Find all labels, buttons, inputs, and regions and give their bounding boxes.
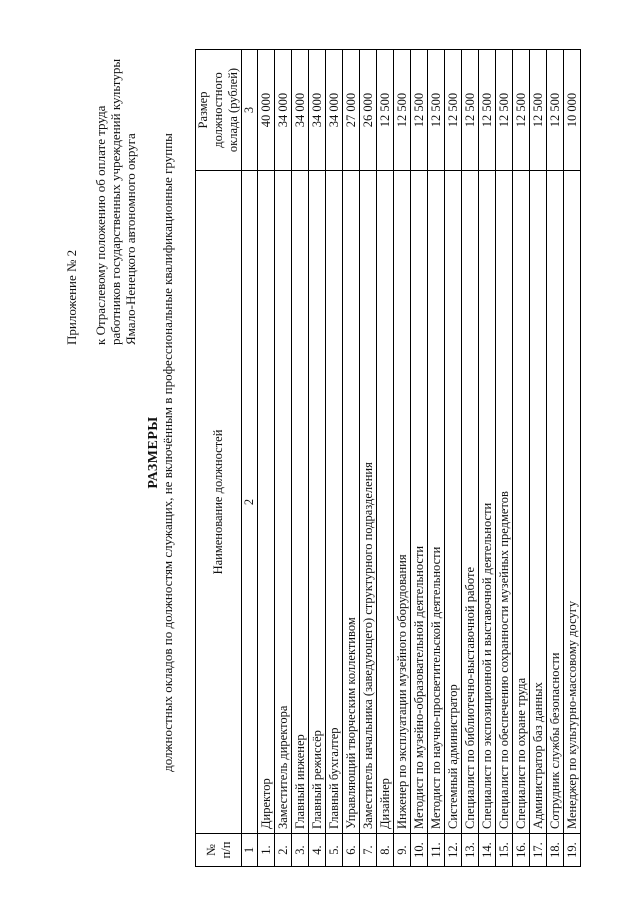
table-row	[377, 50, 394, 867]
salary-cell: 27 000	[343, 50, 360, 171]
appendix-number: Приложение № 2	[64, 249, 79, 345]
salary-cell: 12 500	[377, 50, 394, 171]
table-row	[513, 50, 530, 867]
row-number-cell: 13.	[462, 834, 479, 867]
position-name-cell: Специалист по библиотечно-выставочной работе	[462, 171, 479, 834]
table-row	[343, 50, 360, 867]
row-number-cell: 10.	[411, 834, 428, 867]
table-row	[411, 50, 428, 867]
row-number-cell: 2.	[275, 834, 292, 867]
row-number-cell: 16.	[513, 834, 530, 867]
index-cell: 1	[242, 834, 258, 867]
table-row	[530, 50, 547, 867]
salary-cell: 12 500	[479, 50, 496, 171]
row-number-cell: 17.	[530, 834, 547, 867]
salary-cell: 12 500	[547, 50, 564, 171]
appendix-line: работников государственных учреждений культуры	[108, 58, 123, 345]
table-row	[258, 50, 275, 867]
row-number-cell: 8.	[377, 834, 394, 867]
position-name-cell: Администратор баз данных	[530, 171, 547, 834]
header-salary: Размер должностного оклада (рублей)	[196, 50, 242, 171]
position-name-cell: Управляющий творческим коллективом	[343, 171, 360, 834]
salary-cell: 26 000	[360, 50, 377, 171]
row-number-cell: 14.	[479, 834, 496, 867]
position-name-cell: Специалист по обеспечению сохранности музейных предметов	[496, 171, 513, 834]
position-name-cell: Менеджер по культурно-массовому досугу	[564, 171, 581, 834]
salary-cell: 34 000	[326, 50, 343, 171]
appendix-line: к Отраслевому положению об оплате труда	[93, 105, 108, 345]
salary-cell: 12 500	[496, 50, 513, 171]
position-name-cell: Методист по научно-просветительской деятельности	[428, 171, 445, 834]
position-name-cell: Системный администратор	[445, 171, 462, 834]
position-name-cell: Дизайнер	[377, 171, 394, 834]
document-subtitle: должностных окладов по должностям служащих, не включённым в профессиональные квалификационные группы	[160, 133, 175, 772]
row-number-cell: 19.	[564, 834, 581, 867]
row-number-cell: 18.	[547, 834, 564, 867]
index-cell: 3	[242, 50, 258, 171]
salary-cell: 12 500	[530, 50, 547, 171]
row-number-cell: 5.	[326, 834, 343, 867]
table-row	[275, 50, 292, 867]
row-number-cell: 4.	[309, 834, 326, 867]
appendix-line: Ямало-Ненецкого автономного округа	[123, 133, 138, 345]
header-number: № п/п	[196, 834, 242, 867]
header-position-name: Наименование должностей	[196, 171, 242, 834]
row-number-cell: 1.	[258, 834, 275, 867]
position-name-cell: Заместитель начальника (заведующего) структурного подразделения	[360, 171, 377, 834]
table-row	[564, 50, 581, 867]
table-index-row	[242, 50, 258, 867]
row-number-cell: 9.	[394, 834, 411, 867]
position-name-cell: Специалист по охране труда	[513, 171, 530, 834]
salary-cell: 10 000	[564, 50, 581, 171]
table-body	[258, 50, 581, 867]
table-row	[326, 50, 343, 867]
salary-cell: 12 500	[513, 50, 530, 171]
table-row	[445, 50, 462, 867]
table-row	[292, 50, 309, 867]
salary-cell: 12 500	[445, 50, 462, 171]
position-name-cell: Главный режиссёр	[309, 171, 326, 834]
salary-cell: 12 500	[428, 50, 445, 171]
position-name-cell: Специалист по экспозиционной и выставочной деятельности	[479, 171, 496, 834]
table-row	[394, 50, 411, 867]
row-number-cell: 15.	[496, 834, 513, 867]
table-row	[360, 50, 377, 867]
position-name-cell: Главный инженер	[292, 171, 309, 834]
salary-cell: 12 500	[462, 50, 479, 171]
salary-cell: 34 000	[292, 50, 309, 171]
position-name-cell: Заместитель директора	[275, 171, 292, 834]
row-number-cell: 3.	[292, 834, 309, 867]
salary-cell: 34 000	[275, 50, 292, 171]
salary-table	[195, 49, 581, 867]
position-name-cell: Сотрудник службы безопасности	[547, 171, 564, 834]
index-cell: 2	[242, 171, 258, 834]
table-row	[462, 50, 479, 867]
table-row	[428, 50, 445, 867]
salary-cell: 12 500	[411, 50, 428, 171]
row-number-cell: 11.	[428, 834, 445, 867]
row-number-cell: 6.	[343, 834, 360, 867]
table-row	[547, 50, 564, 867]
position-name-cell: Инженер по эксплуатации музейного оборудования	[394, 171, 411, 834]
row-number-cell: 12.	[445, 834, 462, 867]
document-title: РАЗМЕРЫ	[146, 416, 161, 489]
appendix-header	[64, 15, 138, 345]
table-row	[309, 50, 326, 867]
salary-cell: 12 500	[394, 50, 411, 171]
salary-cell: 34 000	[309, 50, 326, 171]
position-name-cell: Главный бухгалтер	[326, 171, 343, 834]
position-name-cell: Директор	[258, 171, 275, 834]
table-row	[479, 50, 496, 867]
salary-cell: 40 000	[258, 50, 275, 171]
table-header-row	[196, 50, 242, 867]
row-number-cell: 7.	[360, 834, 377, 867]
table-row	[496, 50, 513, 867]
position-name-cell: Методист по музейно-образовательной деятельности	[411, 171, 428, 834]
